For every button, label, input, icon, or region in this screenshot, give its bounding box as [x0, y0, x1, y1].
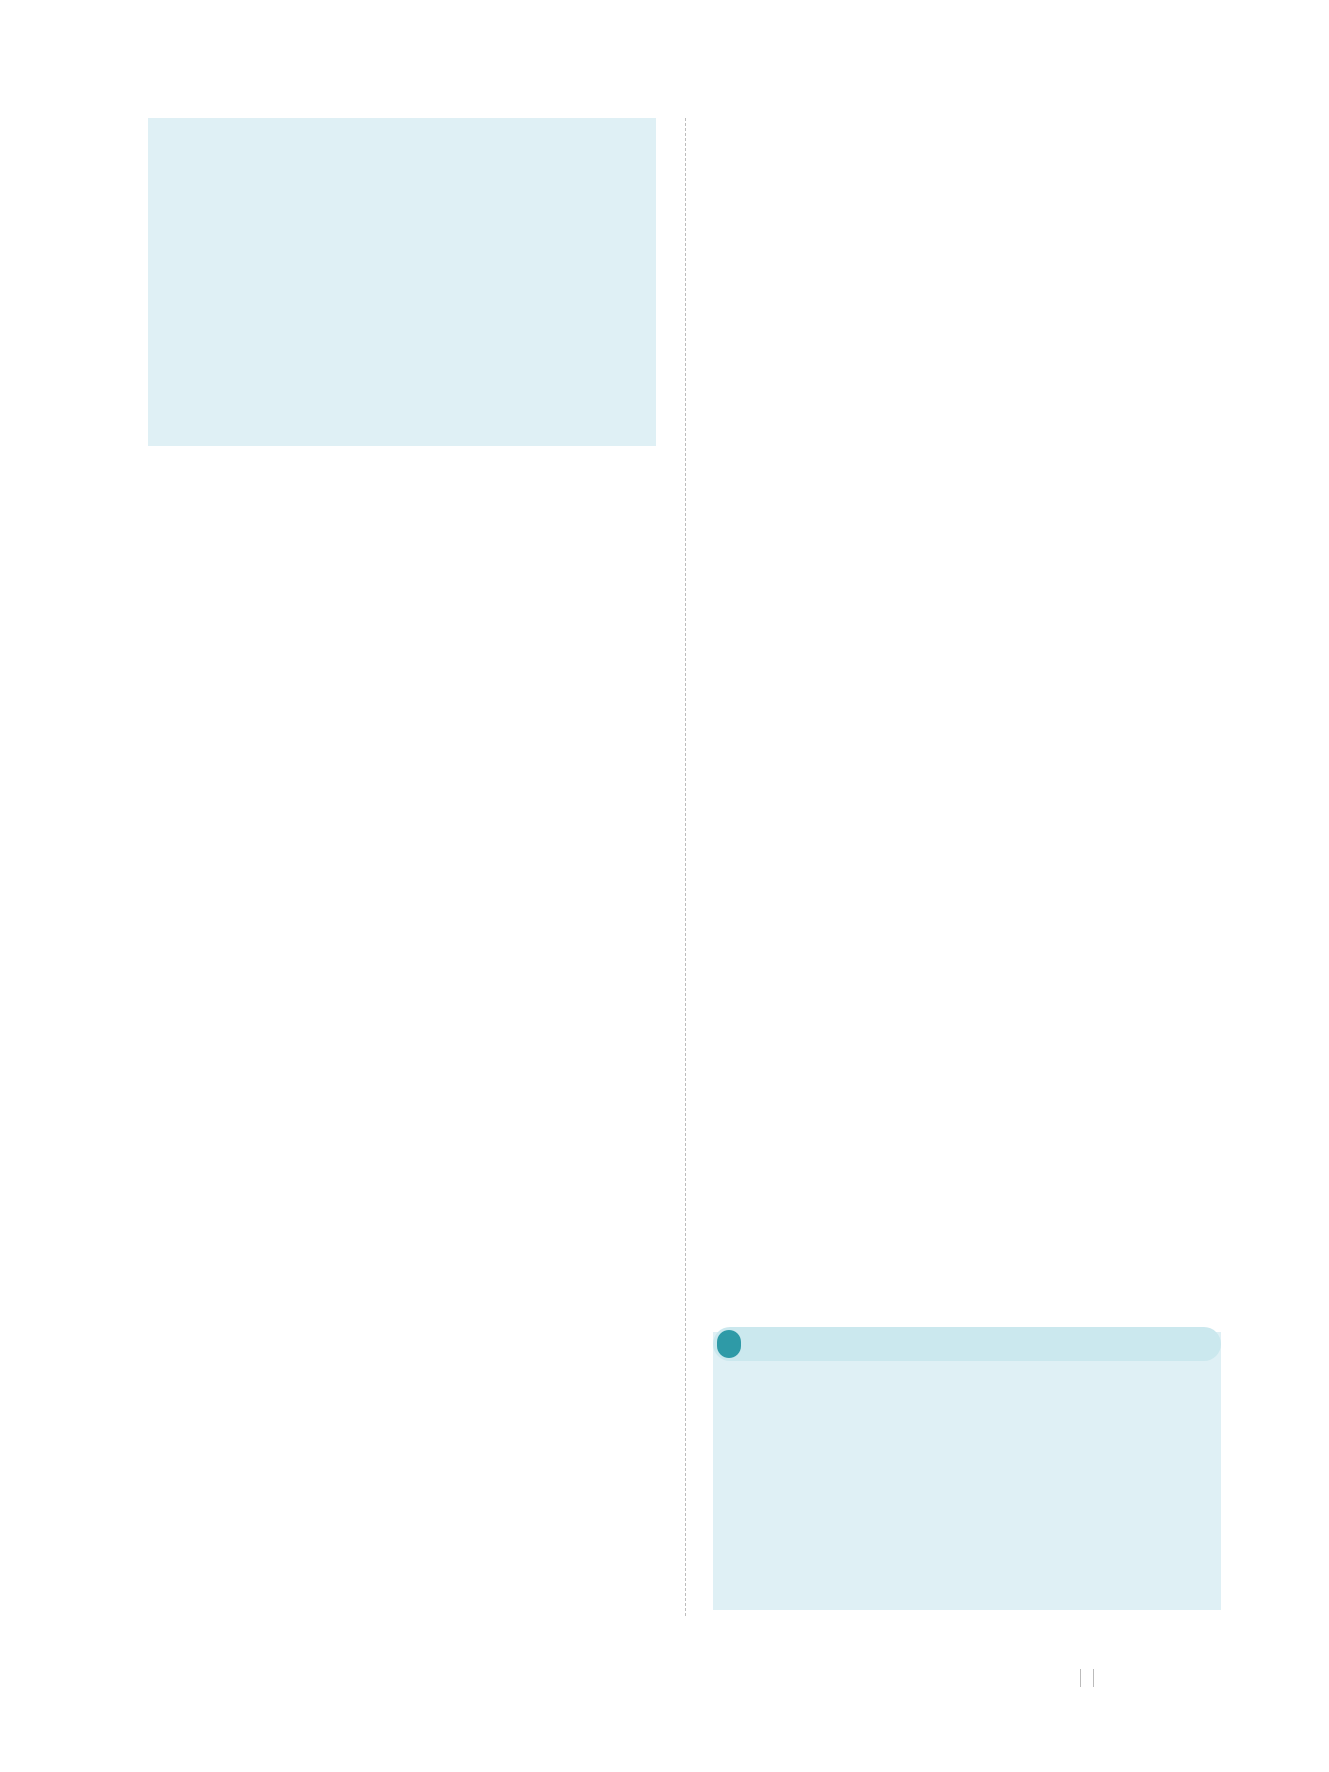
- page-footer: [1074, 1664, 1100, 1688]
- footer-divider-end: [1093, 1669, 1094, 1687]
- textbook-badge: [717, 1330, 741, 1358]
- column-divider: [685, 118, 686, 1616]
- answer-box-top: [148, 118, 656, 446]
- header-pill: [713, 1327, 1221, 1361]
- footer-divider: [1080, 1669, 1081, 1687]
- reading-check-header: [713, 1327, 1221, 1361]
- reading-check-box: [713, 1332, 1221, 1610]
